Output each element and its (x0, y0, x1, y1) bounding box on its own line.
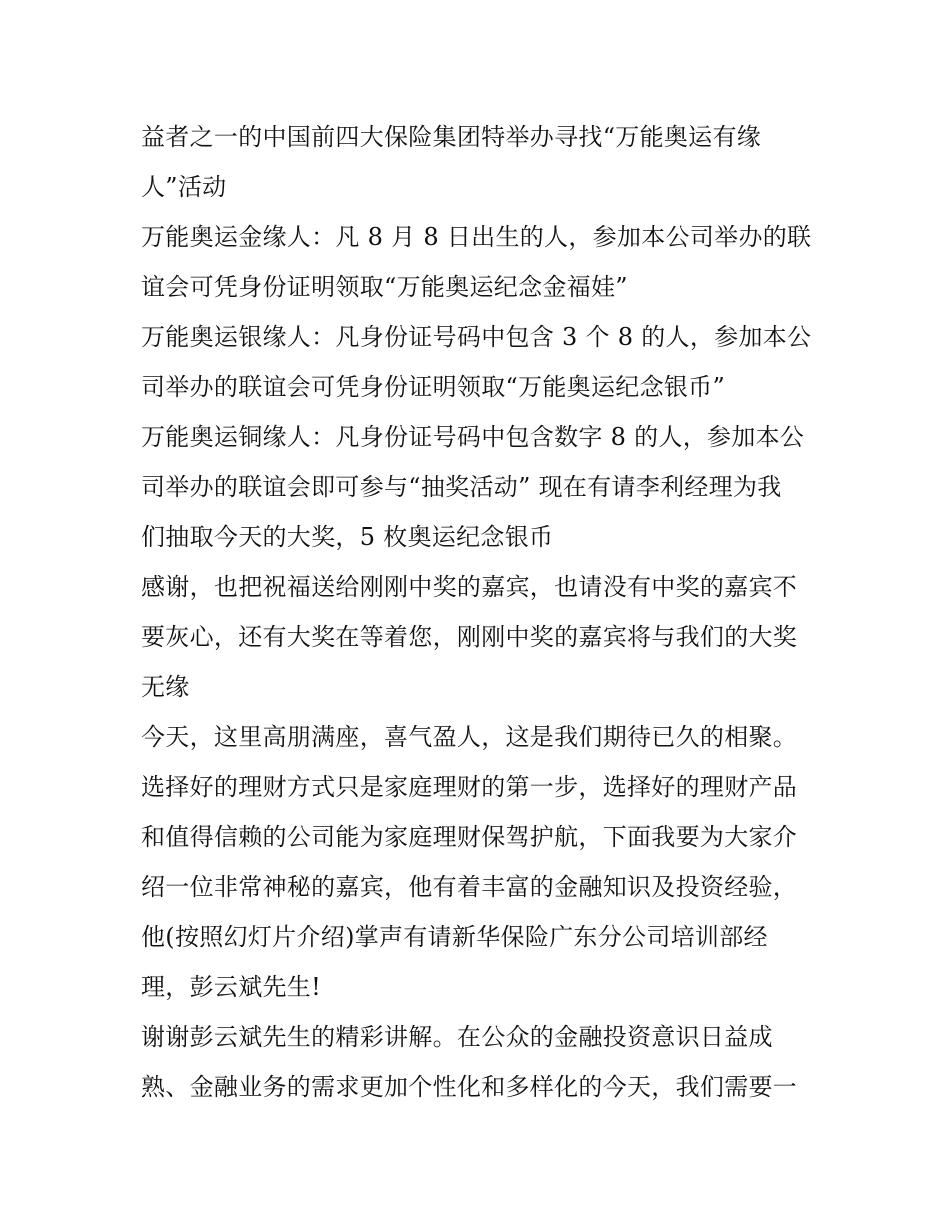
text-line: 绍一位非常神秘的嘉宾，他有着丰富的金融知识及投资经验， (141, 873, 798, 901)
text-line: 万能奥运金缘人：凡 8 月 8 日出生的人，参加本公司举办的联 (141, 223, 812, 251)
text-line: 谢谢彭云斌先生的精彩讲解。在公众的金融投资意识日益成 (141, 1023, 773, 1051)
text-line: 无缘 (141, 673, 190, 701)
text-line: 谊会可凭身份证明领取“万能奥运纪念金福娃” (141, 273, 628, 301)
text-line: 要灰心，还有大奖在等着您，刚刚中奖的嘉宾将与我们的大奖 (141, 623, 798, 651)
text-line: 万能奥运铜缘人：凡身份证号码中包含数字 8 的人，参加本公 (141, 423, 805, 451)
text-line: 司举办的联谊会可凭身份证明领取“万能奥运纪念银币” (141, 373, 726, 401)
text-line: 选择好的理财方式只是家庭理财的第一步，选择好的理财产品 (141, 773, 798, 801)
text-line: 理，彭云斌先生! (141, 973, 322, 1001)
text-line: 感谢，也把祝福送给刚刚中奖的嘉宾，也请没有中奖的嘉宾不 (141, 573, 798, 601)
document-body (141, 112, 821, 1112)
text-line: 司举办的联谊会即可参与“抽奖活动” 现在有请李利经理为我 (141, 473, 782, 501)
text-line: 和值得信赖的公司能为家庭理财保驾护航，下面我要为大家介 (141, 823, 798, 851)
text-line: 们抽取今天的大奖，5 枚奥运纪念银币 (141, 523, 554, 551)
text-line: 益者之一的中国前四大保险集团特举办寻找“万能奥运有缘 (141, 123, 762, 151)
text-line: 熟、金融业务的需求更加个性化和多样化的今天，我们需要一 (141, 1073, 798, 1101)
text-line: 他(按照幻灯片介绍)掌声有请新华保险广东分公司培训部经 (141, 923, 768, 951)
text-line: 今天，这里高朋满座，喜气盈人，这是我们期待已久的相聚。 (141, 723, 798, 751)
text-line: 万能奥运银缘人：凡身份证号码中包含 3 个 8 的人，参加本公 (141, 323, 812, 351)
text-line: 人”活动 (141, 173, 227, 201)
